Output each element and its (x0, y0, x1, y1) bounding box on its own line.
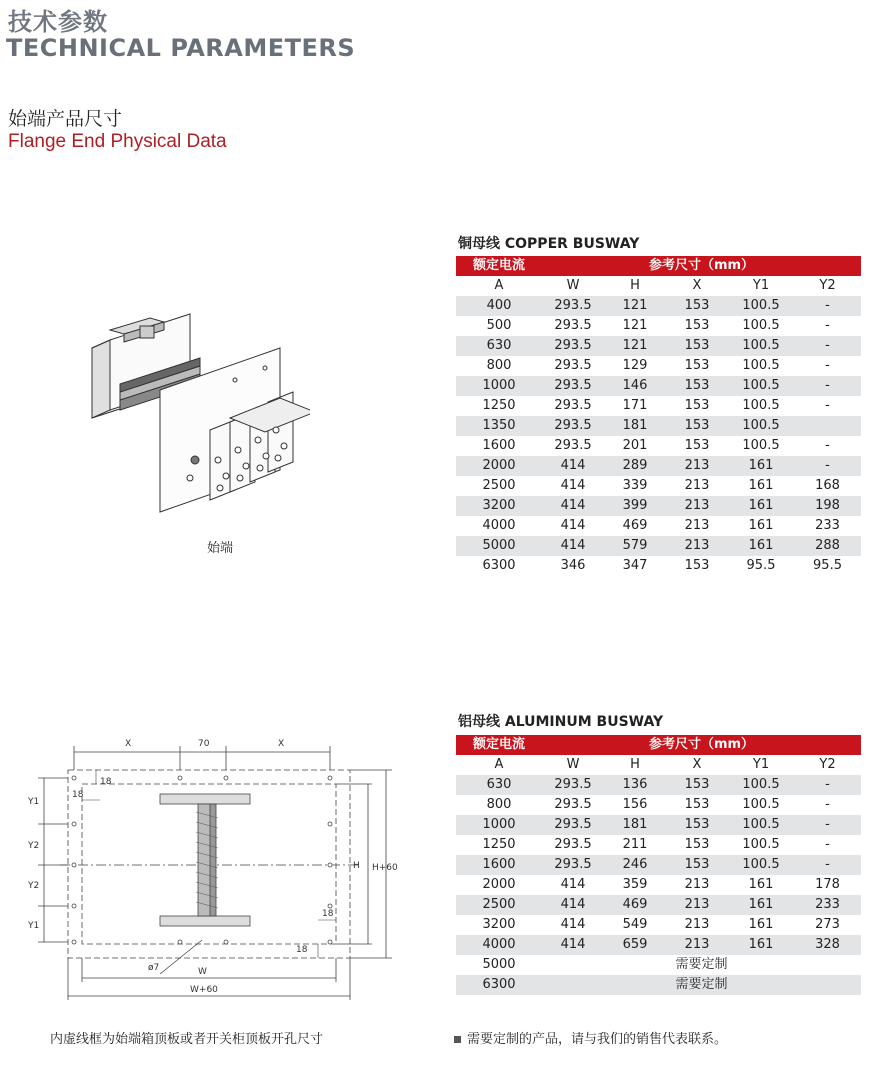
table-row (456, 416, 861, 436)
table-cell: 153 (684, 318, 710, 333)
table-cell: 469 (604, 895, 666, 915)
table-cell: 161 (748, 518, 774, 533)
table-cell: 171 (622, 398, 648, 413)
table-cell: 233 (815, 518, 840, 533)
table-cell: 100.5 (742, 398, 780, 413)
table-cell: 100.5 (728, 376, 794, 396)
table-cell: 4000 (482, 518, 516, 533)
table-cell: 293.5 (542, 336, 604, 356)
reference-size-header: 参考尺寸（mm） (542, 735, 861, 755)
table-cell: - (825, 318, 830, 333)
column-header-w: W (566, 278, 580, 293)
table-cell: 213 (666, 456, 728, 476)
table-cell: 213 (684, 518, 710, 533)
table-row (456, 795, 861, 815)
table-cell: 400 (456, 296, 542, 316)
table-cell: 95.5 (813, 558, 842, 573)
table-cell: 161 (748, 478, 774, 493)
isometric-caption: 始端 (207, 541, 234, 556)
column-header-row (456, 755, 861, 775)
table-cell: 178 (815, 877, 840, 892)
table-row (456, 775, 861, 795)
table-row (456, 815, 861, 835)
table-cell: 100.5 (742, 797, 780, 812)
table-cell: 414 (542, 895, 604, 915)
table-cell: 121 (622, 318, 648, 333)
table-cell: 293.5 (554, 398, 592, 413)
table-row (456, 316, 861, 336)
page-title-cn: 技术参数 (8, 8, 108, 36)
table-cell: 161 (728, 456, 794, 476)
table-cell: 153 (684, 438, 710, 453)
table-cell: 2000 (482, 877, 516, 892)
table-cell: 659 (604, 935, 666, 955)
table-cell: - (825, 837, 830, 852)
table-cell: 414 (560, 877, 586, 892)
column-header-h: H (630, 278, 640, 293)
custom-order-cell: 需要定制 (542, 975, 861, 995)
table-cell: 153 (666, 815, 728, 835)
table-cell: 800 (486, 358, 512, 373)
table-cell: - (794, 336, 861, 356)
table-cell: 100.5 (728, 296, 794, 316)
custom-order-note-text: 需要定制的产品，请与我们的销售代表联系。 (467, 1032, 728, 1047)
table-cell (794, 416, 861, 436)
table-cell: 293.5 (542, 376, 604, 396)
table-cell: 100.5 (728, 815, 794, 835)
table-cell: 2000 (456, 456, 542, 476)
column-header-h: H (630, 757, 640, 772)
table-cell: 168 (815, 478, 840, 493)
table-cell: 346 (560, 558, 586, 573)
table-cell: 153 (666, 855, 728, 875)
table-cell: 293.5 (542, 855, 604, 875)
table-cell: 153 (684, 358, 710, 373)
section-subtitle-en: Flange End Physical Data (8, 131, 227, 152)
table-row (456, 556, 861, 576)
table-cell: 100.5 (728, 775, 794, 795)
table-row-custom (456, 975, 861, 995)
table-cell: 153 (684, 797, 710, 812)
table-cell: 95.5 (746, 558, 776, 573)
column-header-y1: Y1 (752, 278, 770, 293)
dim-w60: W+60 (190, 985, 218, 995)
dim-h60: H+60 (372, 863, 398, 873)
table-cell: 100.5 (728, 416, 794, 436)
table-cell: 1250 (482, 837, 516, 852)
copper-table-title: 铜母线 COPPER BUSWAY (458, 236, 640, 252)
table-cell: 153 (684, 837, 710, 852)
dim-y2-bottom: Y2 (28, 881, 40, 891)
table-cell: 246 (604, 855, 666, 875)
table-cell: - (794, 376, 861, 396)
rated-current-header: 额定电流 (456, 735, 542, 755)
dim-x-left: X (125, 739, 132, 749)
table-cell: 136 (604, 775, 666, 795)
table-cell: 4000 (456, 935, 542, 955)
table-cell: 161 (728, 935, 794, 955)
column-header-a: A (494, 278, 504, 293)
dim-18-bottom: 18 (296, 945, 308, 955)
custom-order-note (454, 1028, 727, 1047)
aluminum-table-title: 铝母线 ALUMINUM BUSWAY (458, 714, 664, 730)
table-row (456, 436, 861, 456)
column-header-y1: Y1 (752, 757, 770, 772)
table-cell: - (794, 855, 861, 875)
table-cell: 414 (560, 518, 586, 533)
table-cell: 213 (666, 935, 728, 955)
dim-y2-top: Y2 (28, 841, 40, 851)
table-cell: 500 (486, 318, 512, 333)
table-cell: 339 (622, 478, 648, 493)
table-cell: 328 (794, 935, 861, 955)
table-cell: 213 (684, 917, 710, 932)
table-cell: 414 (542, 496, 604, 516)
table-cell: 1350 (456, 416, 542, 436)
table-cell: 469 (622, 518, 648, 533)
table-cell: - (825, 797, 830, 812)
table-cell: 211 (622, 837, 648, 852)
table-cell: 293.5 (542, 815, 604, 835)
table-row (456, 496, 861, 516)
table-cell: 161 (748, 917, 774, 932)
table-cell: 153 (684, 398, 710, 413)
dim-y1-top: Y1 (28, 797, 40, 807)
table-cell: 800 (486, 797, 512, 812)
table-row (456, 476, 861, 496)
column-header-y2: Y2 (819, 278, 836, 293)
table-cell: 293.5 (554, 837, 592, 852)
table-cell: 153 (666, 376, 728, 396)
table-row (456, 855, 861, 875)
table-cell: 156 (622, 797, 648, 812)
table-cell: 288 (794, 536, 861, 556)
table-cell: 414 (542, 456, 604, 476)
table-cell: 213 (684, 877, 710, 892)
table-cell: 100.5 (728, 336, 794, 356)
table-cell: 153 (666, 775, 728, 795)
dim-18-right: 18 (322, 909, 334, 919)
table-cell: 293.5 (554, 797, 592, 812)
table-cell: 201 (622, 438, 648, 453)
table-row (456, 516, 861, 536)
table-cell: 2500 (482, 478, 516, 493)
table-cell: - (794, 296, 861, 316)
column-header-y2: Y2 (819, 757, 836, 772)
dim-y1-bottom: Y1 (28, 921, 40, 931)
dim-hole-diameter: ø7 (148, 963, 160, 973)
table-cell: 153 (666, 416, 728, 436)
table-cell: 414 (542, 935, 604, 955)
drawing-note: 内虚线框为始端箱顶板或者开关柜顶板开孔尺寸 (50, 1032, 324, 1047)
table-cell: - (825, 438, 830, 453)
table-cell: 293.5 (554, 318, 592, 333)
bullet-square-icon (454, 1036, 461, 1043)
rated-current-header: 额定电流 (456, 256, 542, 276)
table-cell: 1600 (456, 855, 542, 875)
table-cell: 213 (684, 478, 710, 493)
dim-18-top: 18 (100, 777, 112, 787)
table-cell: 3200 (482, 917, 516, 932)
table-cell: 161 (728, 496, 794, 516)
table-cell: 1000 (456, 815, 542, 835)
table-cell: - (794, 815, 861, 835)
table-cell: 213 (666, 496, 728, 516)
table-cell: 359 (622, 877, 648, 892)
copper-spec-table (456, 256, 861, 576)
table-cell: 630 (456, 775, 542, 795)
aluminum-spec-table (456, 735, 861, 995)
table-cell: - (825, 358, 830, 373)
table-cell: 414 (542, 536, 604, 556)
table-cell: 293.5 (542, 296, 604, 316)
table-cell: 198 (794, 496, 861, 516)
table-cell: 146 (604, 376, 666, 396)
table-row (456, 296, 861, 316)
table-cell: 100.5 (728, 855, 794, 875)
table-cell: 121 (604, 336, 666, 356)
table-row (456, 376, 861, 396)
table-cell: 100.5 (742, 358, 780, 373)
table-cell: 579 (604, 536, 666, 556)
table-row (456, 336, 861, 356)
column-header-w: W (566, 757, 580, 772)
dim-x-right: X (278, 739, 285, 749)
table-cell: 6300 (482, 558, 516, 573)
table-cell: 630 (456, 336, 542, 356)
table-cell: 1000 (456, 376, 542, 396)
table-cell: 121 (604, 296, 666, 316)
table-cell: 153 (666, 336, 728, 356)
table-cell: 273 (815, 917, 840, 932)
table-row (456, 396, 861, 416)
table-cell: 161 (728, 536, 794, 556)
table-cell: 293.5 (554, 438, 592, 453)
table-cell: - (794, 775, 861, 795)
dim-w: W (198, 967, 207, 977)
flange-end-isometric-drawing (80, 300, 310, 530)
reference-size-header: 参考尺寸（mm） (542, 256, 861, 276)
table-cell: 5000 (456, 536, 542, 556)
table-cell: 233 (794, 895, 861, 915)
table-cell: 129 (622, 358, 648, 373)
table-row (456, 875, 861, 895)
table-cell: 5000 (482, 957, 516, 972)
table-cell: 1600 (482, 438, 516, 453)
table-cell: 213 (666, 895, 728, 915)
table-cell: 100.5 (742, 438, 780, 453)
table-cell: - (794, 456, 861, 476)
table-cell: - (825, 398, 830, 413)
table-cell: 289 (604, 456, 666, 476)
table-row (456, 536, 861, 556)
table-cell: 399 (604, 496, 666, 516)
page-title-en: TECHNICAL PARAMETERS (6, 34, 356, 62)
table-cell: 293.5 (542, 416, 604, 436)
table-cell: 213 (666, 536, 728, 556)
table-cell: 161 (728, 895, 794, 915)
table-cell: 414 (560, 478, 586, 493)
dim-18-left: 18 (72, 790, 84, 800)
table-row-custom (456, 955, 861, 975)
column-header-x: X (692, 278, 702, 293)
table-row (456, 456, 861, 476)
table-cell: 1250 (482, 398, 516, 413)
table-cell: 2500 (456, 895, 542, 915)
table-cell: 347 (622, 558, 648, 573)
dim-h: H (353, 861, 360, 871)
table-row (456, 935, 861, 955)
column-header-x: X (692, 757, 702, 772)
table-row (456, 835, 861, 855)
table-cell: 3200 (456, 496, 542, 516)
table-cell: 6300 (456, 975, 542, 995)
table-cell: 293.5 (554, 358, 592, 373)
table-cell: 549 (622, 917, 648, 932)
column-header-row (456, 276, 861, 296)
custom-order-cell: 需要定制 (675, 957, 728, 972)
table-cell: 161 (748, 877, 774, 892)
flange-dimension-drawing (20, 730, 400, 1015)
table-cell: 181 (604, 416, 666, 436)
table-row (456, 915, 861, 935)
table-row (456, 895, 861, 915)
section-subtitle-cn: 始端产品尺寸 (8, 108, 123, 130)
column-header-a: A (494, 757, 504, 772)
table-cell: 181 (604, 815, 666, 835)
table-cell: 100.5 (742, 318, 780, 333)
table-cell: 153 (684, 558, 710, 573)
table-cell: 100.5 (742, 837, 780, 852)
table-cell: 153 (666, 296, 728, 316)
dim-70: 70 (198, 739, 210, 749)
table-row (456, 356, 861, 376)
table-cell: 414 (560, 917, 586, 932)
table-cell: 293.5 (542, 775, 604, 795)
